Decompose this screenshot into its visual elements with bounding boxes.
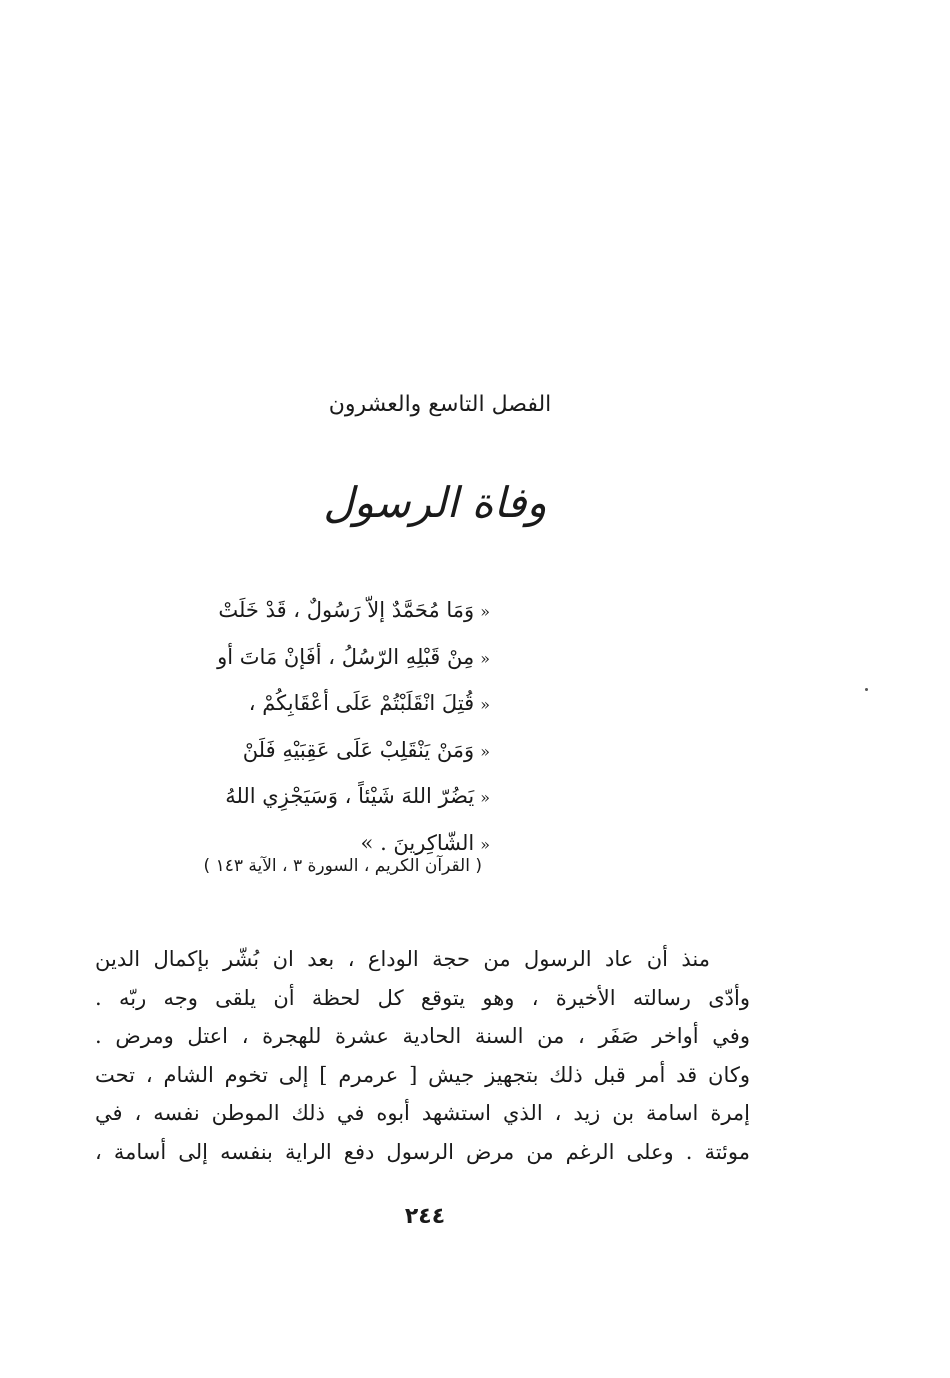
quote-mark: «	[480, 695, 490, 714]
page-number: ٢٤٤	[404, 1204, 446, 1229]
body-paragraph	[95, 940, 750, 1171]
verse-line: «قُتِلَ انْقَلَبْتُمْ عَلَى أعْقَابِكُمْ ،	[248, 691, 490, 715]
quote-mark: «	[480, 602, 490, 621]
body-line: إمرة اسامة بن زيد ، الذي استشهد أبوه في ذلك الموطن نفسه ، في	[95, 1101, 750, 1125]
chapter-title: وفاة الرسول	[323, 478, 547, 527]
verse-line: «وَمَنْ يَنْقَلِبْ عَلَى عَقِبَيْهِ فَلَنْ	[242, 737, 490, 762]
body-line: موئتة . وعلى الرغم من مرض الرسول دفع الراية بنفسه إلى أسامة ،	[95, 1139, 750, 1164]
quote-mark: «	[480, 741, 490, 761]
body-line: وأدّى رسالته الأخيرة ، وهو يتوقع كل لحظة أن يلقى وجه ربّه .	[95, 985, 750, 1010]
quran-verse	[70, 588, 490, 867]
body-line: وفي أواخر صَفَر ، من السنة الحادية عشرة للهجرة ، اعتل ومرض .	[95, 1024, 750, 1048]
verse-line: «مِنْ قَبْلِهِ الرّسُلُ ، أفَإنْ مَاتَ أو	[217, 644, 490, 669]
scan-speck	[865, 688, 868, 691]
verse-line: «وَمَا مُحَمَّدٌ إلاّ رَسُولٌ ، قَدْ خَلَتْ	[218, 598, 490, 622]
verse-line: «الشّاكِرينَ . »	[360, 830, 490, 855]
quote-mark: «	[480, 834, 490, 854]
body-line: منذ أن عاد الرسول من حجة الوداع ، بعد ان بُشّر بإكمال الدين	[95, 947, 710, 971]
quote-mark: «	[480, 648, 490, 668]
body-line: وكان قد أمر قبل ذلك بتجهيز جيش [ عرمرم ] إلى تخوم الشام ، تحت	[95, 1062, 750, 1087]
verse-citation: ( القرآن الكريم ، السورة ٣ ، الآية ١٤٣ )	[203, 856, 482, 876]
quote-mark: «	[480, 788, 490, 807]
verse-line: «يَضُرّ اللهَ شَيْئاً ، وَسَيَجْزِي اللهُ	[225, 784, 490, 808]
chapter-label: الفصل التاسع والعشرون	[328, 392, 552, 417]
